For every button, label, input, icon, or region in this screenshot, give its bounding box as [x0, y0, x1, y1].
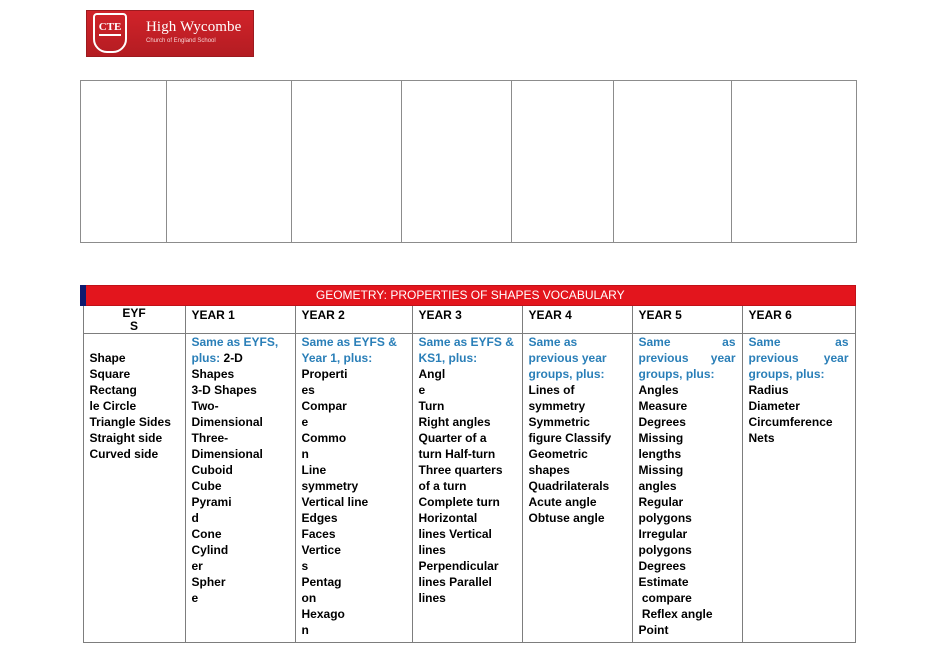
year-4-vocabulary: Same as previous year groups, plus: Lines of symmetry Symmetric figure Classify Geometric shapes Quadrilaterals Acute angle Obtuse angle: [522, 334, 632, 643]
school-logo: [86, 10, 254, 57]
year-2-intro: Same as EYFS & Year 1, plus:: [301, 335, 397, 365]
vocabulary-table: [80, 285, 856, 643]
blank-cell: [732, 81, 857, 243]
school-subtitle: Church of England School: [146, 38, 216, 44]
blank-cell: [512, 81, 614, 243]
eyfs-word-list: Shape Square Rectang le Circle Triangle Sides Straight side Curved side: [89, 351, 171, 461]
year-1-intro: Same as EYFS, plus: 2-D: [191, 335, 279, 365]
blank-cell: [167, 81, 292, 243]
year-1-vocabulary: Same as EYFS, plus: 2-D Shapes 3-D Shapes Two- Dimensional Three- Dimensional Cuboid Cube Pyrami d Cone Cylind er Spher e: [185, 334, 295, 643]
header-year-6: YEAR 6: [742, 306, 855, 334]
header-eyfs: EYF S: [83, 306, 185, 334]
year-6-vocabulary: Same as previous year groups, plus: Radius Diameter Circumference Nets: [742, 334, 855, 643]
school-name: High Wycombe: [146, 19, 242, 35]
header-year-5: YEAR 5: [632, 306, 742, 334]
blank-cell: [81, 81, 167, 243]
header-year-1: YEAR 1: [185, 306, 295, 334]
table-title: GEOMETRY: PROPERTIES OF SHAPES VOCABULARY: [83, 286, 855, 306]
year-3-intro: Same as EYFS & KS1, plus:: [418, 335, 514, 365]
blank-cell: [402, 81, 512, 243]
year-5-intro: Same as previous year groups, plus:: [638, 335, 736, 381]
year-4-intro: Same as previous year groups, plus:: [528, 335, 607, 381]
blank-cell: [614, 81, 732, 243]
year-2-vocabulary: Same as EYFS & Year 1, plus: Properti es Compar e Commo n Line symmetry Vertical line Edges Faces Vertice s Pentag on Hexago n: [295, 334, 412, 643]
blank-cell: [292, 81, 402, 243]
crest-letters: CTE: [98, 21, 122, 33]
header-year-2: YEAR 2: [295, 306, 412, 334]
header-year-4: YEAR 4: [522, 306, 632, 334]
header-year-3: YEAR 3: [412, 306, 522, 334]
school-crest-icon: [93, 13, 127, 53]
blank-grid-table: [80, 80, 857, 243]
eyfs-vocabulary: [83, 334, 185, 643]
year-3-vocabulary: Same as EYFS & KS1, plus: Angl e Turn Right angles Quarter of a turn Half-turn Three quarters of a turn Complete turn Horizontal lines Vertical lines Perpendicular lines Parallel lines: [412, 334, 522, 643]
year-5-vocabulary: Same as previous year groups, plus: Angles Measure Degrees Missing lengths Missing angles Regular polygons Irregular polygons Degrees Estimate compare Reflex angle Point: [632, 334, 742, 643]
year-6-intro: Same as previous year groups, plus:: [748, 335, 849, 381]
